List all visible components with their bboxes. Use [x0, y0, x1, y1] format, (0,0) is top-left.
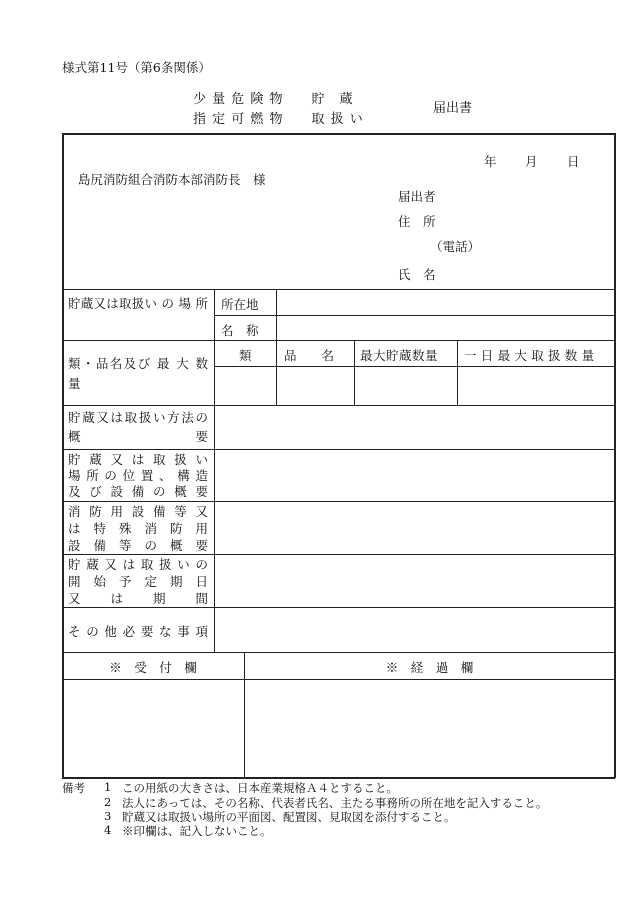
note-num: 3	[104, 809, 112, 823]
location-name-label: 名 称	[221, 323, 259, 338]
fire-equipment-label-3: 設備等の概要	[68, 538, 208, 553]
type-header-max-storage: 最大貯蔵数量	[360, 348, 439, 363]
facility-label-2: 場所の位置、構造	[68, 468, 208, 483]
facility-label-3: 及び設備の概要	[68, 484, 208, 499]
title-line-2: 指 定 可 燃 物 取 扱 い	[193, 112, 364, 127]
period-label-1: 貯蔵又は取扱いの	[68, 557, 208, 572]
notes-prefix: 備考	[62, 781, 85, 795]
facility-label-1: 貯蔵又は取扱い	[68, 452, 208, 467]
reception-header: ※ 受 付 欄	[109, 660, 197, 675]
title-line-1: 少 量 危 険 物 貯 蔵	[193, 92, 354, 107]
other-label: その他必要な事項	[68, 624, 208, 639]
notifier-label: 届出者	[398, 189, 436, 204]
title-suffix: 届出書	[433, 101, 473, 116]
location-address-label: 所在地	[221, 297, 259, 312]
name-label: 氏 名	[398, 267, 436, 282]
note-text: 貯蔵又は取扱い場所の平面図、配置図、見取図を添付すること。	[122, 810, 456, 824]
note-num: 1	[104, 780, 112, 794]
type-header-class: 類	[239, 348, 252, 363]
fire-equipment-label-2: は特殊消防用	[68, 521, 208, 536]
location-label: 貯蔵又は取扱い の 場 所	[68, 296, 208, 311]
fire-equipment-label-1: 消防用設備等又	[68, 504, 208, 519]
note-num: 4	[104, 823, 112, 837]
note-text: 法人にあっては、その名称、代表者氏名、主たる事務所の所在地を記入すること。	[122, 796, 548, 810]
address-label: 住 所	[398, 214, 436, 229]
date-month: 月	[525, 154, 538, 169]
date-day: 日	[567, 154, 580, 169]
period-label-3: 又 は 期 間	[68, 591, 208, 606]
date-year: 年	[484, 154, 497, 169]
method-label: 貯蔵又は取扱い方法の 概 要	[68, 410, 208, 444]
progress-header: ※ 経 過 欄	[385, 660, 474, 675]
note-text: ※印欄は、記入しないこと。	[122, 824, 272, 838]
addressee: 島尻消防組合消防本部消防長 様	[78, 172, 266, 187]
type-label: 類・品名及び 最 大 数 量	[68, 356, 208, 391]
note-num: 2	[104, 795, 112, 809]
phone-label: （電話）	[430, 239, 481, 254]
type-header-daily-max: 一日最大取扱数量	[464, 348, 599, 363]
form-number: 様式第11号（第6条関係）	[62, 60, 211, 75]
note-text: この用紙の大きさは、日本産業規格Ａ４とすること。	[122, 781, 398, 795]
period-label-2: 開始予定期日	[68, 574, 208, 589]
type-header-name: 品 名	[284, 348, 335, 363]
